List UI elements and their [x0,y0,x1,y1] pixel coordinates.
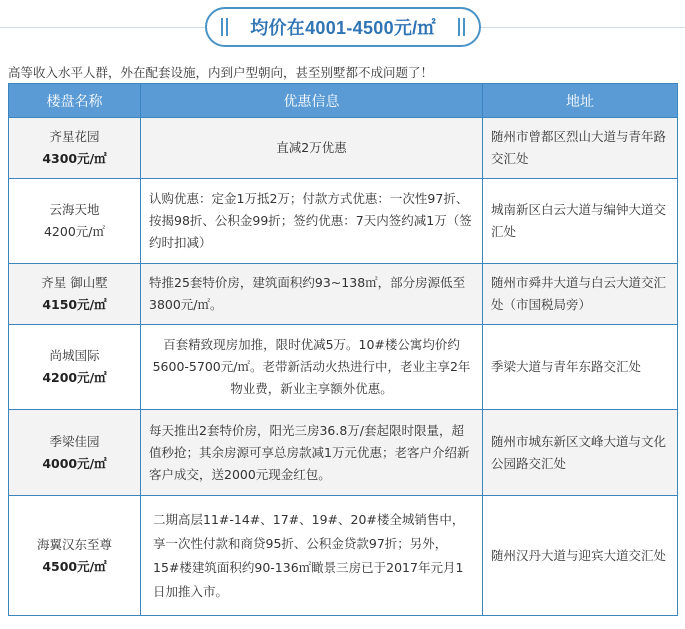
price-value: 4300 [42,151,78,166]
price-unit: 元/㎡ [77,455,107,471]
address-cell: 城南新区白云大道与编钟大道交汇处 [483,179,678,264]
property-name: 齐星 御山墅 [41,275,108,290]
banner-box [205,7,481,47]
price-unit: 元/㎡ [77,558,107,574]
property-price [17,556,132,578]
property-price [17,453,132,475]
address-cell: 随州市舜井大道与白云大道交汇处（市国税局旁） [483,264,678,325]
price-value: 4200 [42,370,78,385]
property-price [17,221,132,243]
banner-bar-decoration [221,18,223,36]
offer-cell: 百套精致现房加推，限时优减5万。10#楼公寓均价约5600-5700元/㎡。老带新活动火热进行中，老业主享2年物业费，新业主享额外优惠。 [141,325,483,410]
title-banner [0,0,685,56]
price-value: 4000 [42,455,78,471]
address-cell: 随州市城东新区文峰大道与文化公园路交汇处 [483,410,678,496]
address-cell: 季梁大道与青年东路交汇处 [483,325,678,410]
property-price [17,294,132,316]
housing-deals-table [8,83,678,616]
property-name: 云海天地 [49,202,100,217]
column-header-address: 地址 [483,84,678,118]
offer-cell: 直减2万优惠 [141,118,483,179]
property-price [17,367,132,389]
table-row [9,264,678,325]
property-price [17,148,132,170]
address-cell: 随州市曾都区烈山大道与青年路交汇处 [483,118,678,179]
property-name: 尚城国际 [49,348,100,363]
property-name: 齐星花园 [49,129,100,144]
property-cell [9,496,141,616]
table-row [9,325,678,410]
intro-text: 高等收入水平人群，外在配套设施，内到户型朝向，甚至别墅都不成问题了！ [8,65,434,80]
price-unit: 元/㎡ [75,224,106,239]
banner-bar-decoration [463,18,465,36]
property-cell [9,410,141,496]
banner-bar-decoration [458,18,460,36]
banner-title: 均价在4001-4500元/㎡ [250,18,436,38]
property-cell [9,118,141,179]
banner-bar-decoration [226,18,228,36]
offer-cell: 二期高层11#-14#、17#、19#、20#楼全城销售中，享一次性付款和商贷95折、公积金贷款97折；另外，15#楼建筑面积约90-136㎡瞰景三房已于2017年元月1日加推入市。 [141,496,483,616]
property-name: 海翼汉东至尊 [36,536,112,552]
column-header-name: 楼盘名称 [9,84,141,118]
offer-cell: 每天推出2套特价房，阳光三房36.8万/套起限时限量，超值秒抢；其余房源可享总房款减1万元优惠；老客户介绍新客户成交，送2000元现金红包。 [141,410,483,496]
price-unit: 元/㎡ [77,151,107,166]
table-row [9,179,678,264]
property-cell [9,325,141,410]
table-row [9,496,678,616]
table-row [9,410,678,496]
property-name: 季梁佳园 [49,433,100,449]
price-value: 4200 [43,224,76,239]
offer-cell: 认购优惠：定金1万抵2万；付款方式优惠：一次性97折、按揭98折、公积金99折；签约优惠：7天内签约减1万（签约时扣减） [141,179,483,264]
price-unit: 元/㎡ [77,297,107,312]
property-cell [9,179,141,264]
table-header-row [9,84,678,118]
price-value: 4500 [42,558,78,574]
property-cell [9,264,141,325]
table-row [9,118,678,179]
price-value: 4150 [42,297,78,312]
column-header-offer: 优惠信息 [141,84,483,118]
offer-cell: 特推25套特价房，建筑面积约93~138㎡，部分房源低至3800元/㎡。 [141,264,483,325]
price-unit: 元/㎡ [77,370,107,385]
address-cell: 随州汉丹大道与迎宾大道交汇处 [483,496,678,616]
